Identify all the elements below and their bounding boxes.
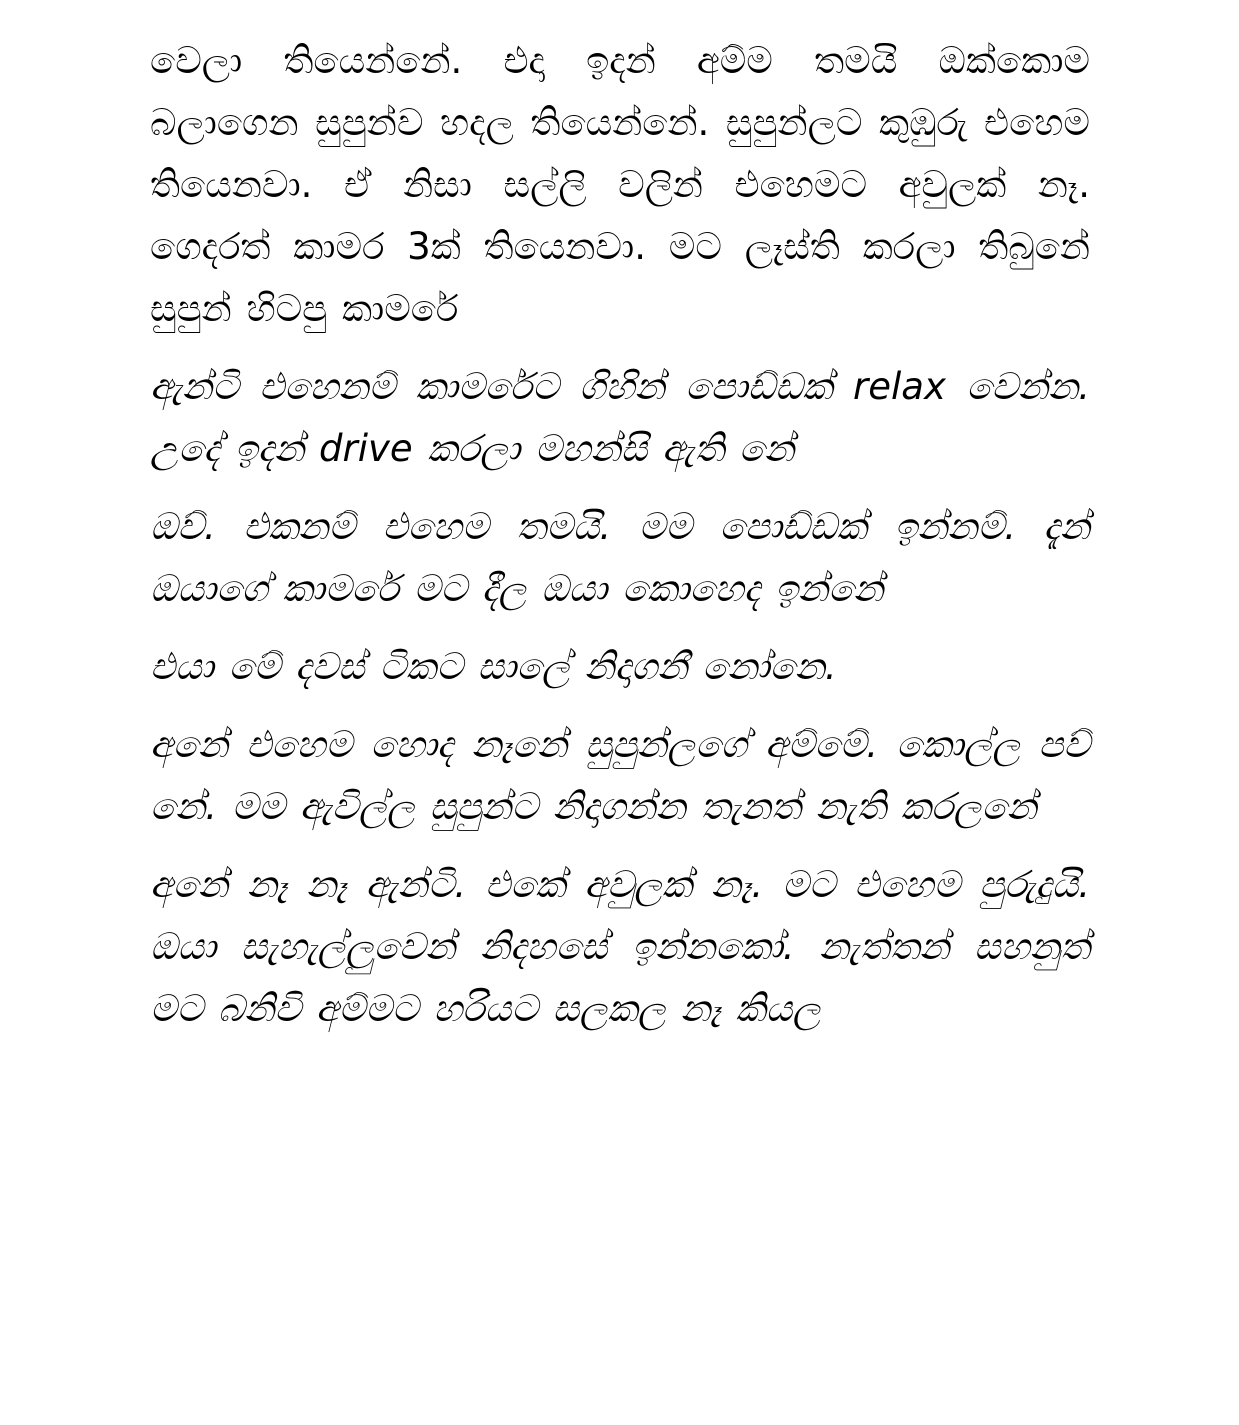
paragraph-narration: වෙලා තියෙන්නේ. එදා ඉදන් අම්ම තමයි ඔක්කොම බලාගෙන සුපුන්ව හදල තියෙන්නේ. සුපුන්ලට කුඹුරු එහෙම තියෙනවා. ඒ නිසා සල්ලි වලින් එහෙමට අවුලක් නෑ. ගෙදරත් කාමර 3ක් තියෙනවා. මට ලෑස්ති කරලා තිබුනේ සුපුන් හිටපු කාමරේ — [150, 39, 1090, 330]
paragraph-dialogue: අනේ නෑ නෑ ඇන්ටි. එකේ අවුලක් නෑ. මට එහෙම පුරුදුයි. ඔයා සැහැල්ලුවෙන් නිදහසේ ඉන්නකෝ. නැත්තන් සහනුත් මට බනිවි අම්මට හරියට සලකල නෑ කියල — [150, 863, 1090, 1030]
paragraph-dialogue: ඔව්. එකනම් එහෙම තමයි. මම පොඩ්ඩක් ඉන්නම්. දැන් ඔයාගේ කාමරේ මට දීල ඔයා කොහෙද ඉන්නේ — [150, 505, 1090, 610]
document-page — [150, 30, 1090, 1040]
paragraph-dialogue: ඇන්ටි එහෙනම් කාමරේට ගිහින් පොඩ්ඩක් relax වෙන්න. උදේ ඉදන් drive කරලා මහන්සි ඇති නේ — [150, 365, 1090, 470]
paragraph-dialogue: අනේ එහෙම හොද නෑනේ සුපුන්ලගේ අම්මේ. කොල්ල පව් නේ. මම ඇවිල්ල සුපුන්ට නිදාගන්න තැනත් නැති කරලනේ — [150, 723, 1090, 828]
paragraph-dialogue: එයා මේ දවස් ටිකට සාලේ නිදාගනී නෝනෙ. — [150, 645, 837, 688]
